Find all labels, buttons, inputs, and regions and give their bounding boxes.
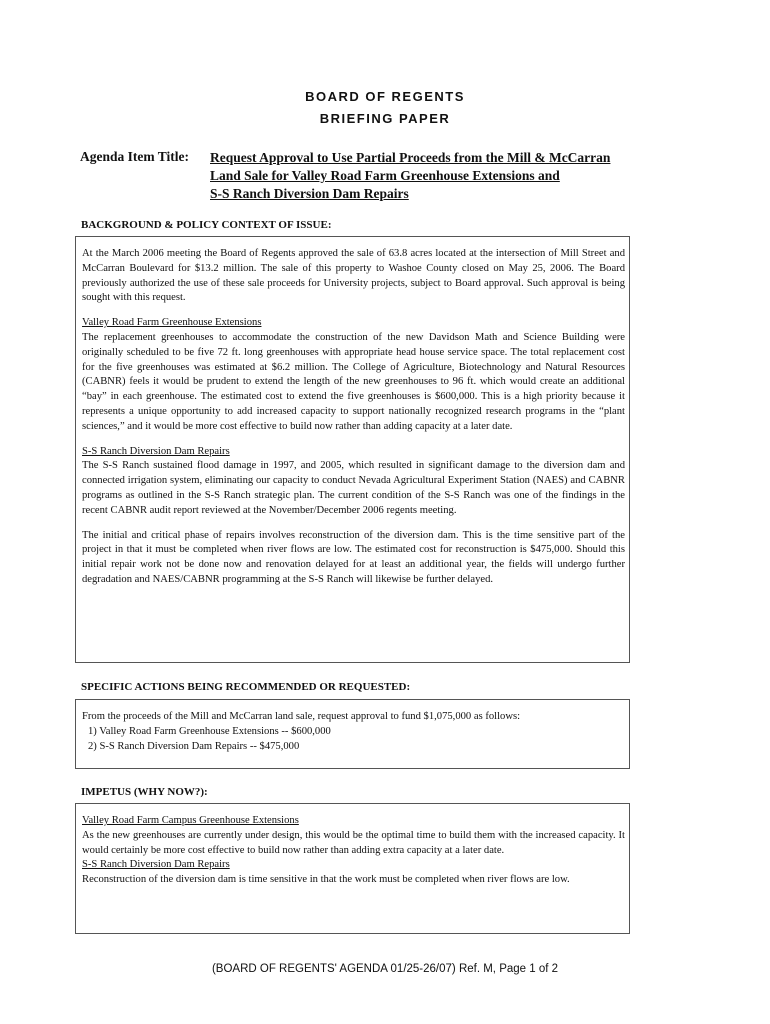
agenda-title-line: Land Sale for Valley Road Farm Greenhouse Extensions and [210,168,560,183]
actions-intro: From the proceeds of the Mill and McCarran land sale, request approval to fund $1,075,000 as follows: [82,711,521,722]
impetus-heading: IMPETUS (WHY NOW?): [81,786,208,798]
dam-subheading: S-S Ranch Diversion Dam Repairs [82,445,230,457]
impetus-dam-paragraph: Reconstruction of the diversion dam is time sensitive in that the work must be completed when river flows are low. [82,874,570,886]
background-box [75,236,630,663]
document-header-title: BOARD OF REGENTS [305,89,465,104]
impetus-dam-subheading: S-S Ranch Diversion Dam Repairs [82,859,230,871]
impetus-box [75,803,630,934]
agenda-title-line: Request Approval to Use Partial Proceeds from the Mill & McCarran [210,150,611,165]
background-body [82,247,625,588]
background-heading: BACKGROUND & POLICY CONTEXT OF ISSUE: [81,219,332,231]
actions-heading: SPECIFIC ACTIONS BEING RECOMMENDED OR REQUESTED: [81,681,411,693]
impetus-greenhouse-paragraph: As the new greenhouses are currently under design, this would be the optimal time to build them with the increased capacity. It would certainly be more cost effective to build now rather than adding extra capacity at a later date. [82,829,625,856]
action-item: 2) S-S Ranch Diversion Dam Repairs -- $475,000 [88,740,300,752]
dam-paragraph: The S-S Ranch sustained flood damage in 1997, and 2005, which resulted in significant damage to the diversion dam and connected irrigation system, eliminating our capacity to conduct Nevada Agricultural Experiment Station (NAES) and CABNR programs as outlined in the S-S Ranch strategic plan. The current condition of the S-S Ranch was one of the findings in the recent CABNR audit report reviewed at the November/December 2006 regents meeting. [82,460,625,516]
impetus-greenhouse-subheading: Valley Road Farm Campus Greenhouse Extensions [82,815,299,826]
greenhouse-subheading: Valley Road Farm Greenhouse Extensions [82,317,262,329]
page-footer: (BOARD OF REGENTS' AGENDA 01/25-26/07) Ref. M, Page 1 of 2 [211,963,559,975]
document-header-subtitle: BRIEFING PAPER [319,111,451,126]
action-item: 1) Valley Road Farm Greenhouse Extensions -- $600,000 [88,725,331,737]
agenda-title-line: S-S Ranch Diversion Dam Repairs [210,186,409,201]
actions-box [75,699,630,769]
impetus-body [82,814,625,888]
agenda-item-title [210,149,680,203]
agenda-item-label: Agenda Item Title: [80,149,189,164]
background-intro: At the March 2006 meeting the Board of Regents approved the sale of 63.8 acres located at the intersection of Mill Street and McCarran Boulevard for $13.2 million. The sale of this property to Washoe County closed on May 25, 2006. The Board previously authorized the use of these sale proceeds for University projects, subject to Board approval. Such approval is being sought with this request. [82,248,625,304]
dam-paragraph-2: The initial and critical phase of repairs involves reconstruction of the diversion dam. This is the time sensitive part of the project in that it must be completed when river flows are low. The estimated cost for reconstruction is $475,000. Should this initial repair work not be done now and renovation delayed for at least an additional year, the fields will undergo further degradation and NAES/CABNR programming at the S-S Ranch will likewise be further delayed. [82,529,625,585]
actions-body [82,710,625,754]
greenhouse-paragraph: The replacement greenhouses to accommodate the construction of the new Davidson Math and Science Building were originally scheduled to be five 72 ft. long greenhouses with appropriate head house service space. The total replacement cost for the five greenhouses was estimated at $6.2 million. The College of Agriculture, Biotechnology and Natural Resources (CABNR) feels it would be prudent to extend the length of the new greenhouses to 96 ft. which would create an additional “bay” in each greenhouse. The estimated cost to extend the five greenhouses is $600,000. This is a high priority because it represents a unique opportunity to add increased capacity to support nationally recognized research programs in the “plant sciences,” and it would be more cost effective to build now rather than adding capacity at a later date. [82,331,625,432]
